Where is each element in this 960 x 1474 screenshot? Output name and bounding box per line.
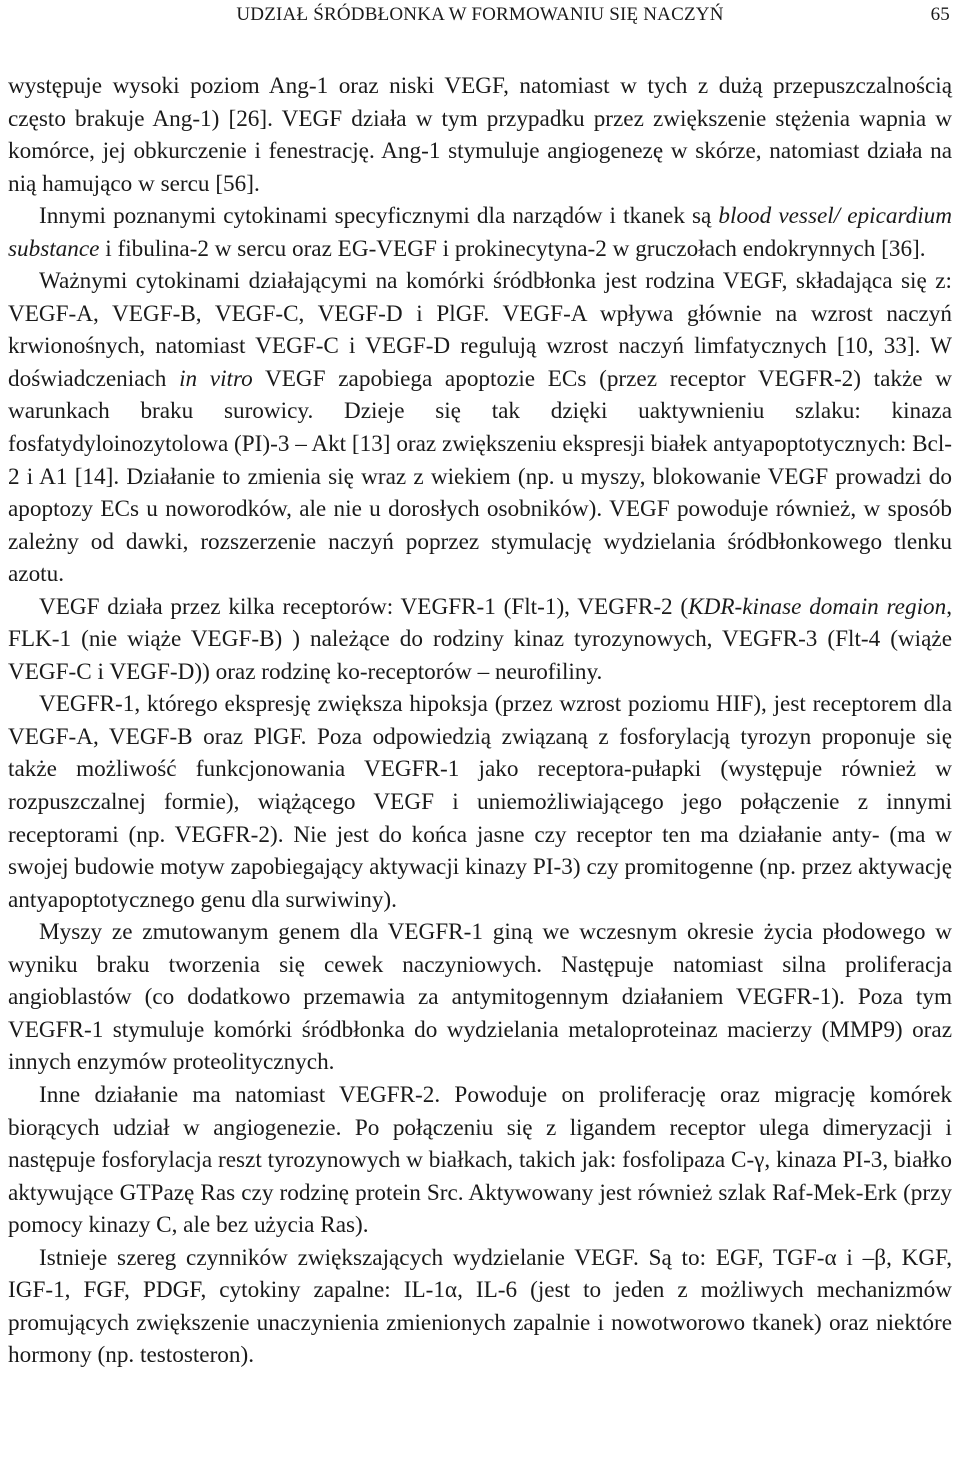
- paragraph: [8, 200, 952, 265]
- text-run: VEGFR-1, którego ekspresję zwiększa hipoksja (przez wzrost poziomu HIF), jest receptorem dla VEGF-A, VEGF-B oraz PlGF. Poza odpowiedzią związaną z fosforylacją tyrozyn proponuje się także możliwość funkcjonowania VEGFR-1 jako receptora-pułapki (występuje również w rozpuszczalnej formie), wiążącego VEGF i uniemożliwiającego jego połączenie z innymi receptorami (np. VEGFR-2). Nie jest do końca jasne czy receptor ten ma działanie anty- (ma w swojej budowie motyw zapobiegający aktywacji kinazy PI-3) czy promitogenne (np. przez aktywację antyapoptotycznego genu dla surwiwiny).: [8, 691, 952, 913]
- text-run: Innymi poznanymi cytokinami specyficznymi dla narządów i tkanek są: [39, 203, 719, 230]
- running-header: [8, 0, 952, 34]
- italic-run: KDR-kinase domain region: [688, 593, 947, 620]
- text-run: VEGF zapobiega apoptozie ECs (przez receptor VEGFR-2) także w warunkach braku surowicy. Dzieje się tak dzięki uaktywnieniu szlaku: kinaza fosfatydyloinozytolowa (PI)-3 – Akt [13] oraz zwiększeniu ekspresji białek antyapoptotycznych: Bcl-2 i A1 [14]. Działanie to zmienia się wraz z wiekiem (np. u myszy, blokowanie VEGF prowadzi do apoptozy ECs u noworodków, ale nie u dorosłych osobników). VEGF powoduje również, w sposób zależny od dawki, rozszerzenie naczyń poprzez stymulację wydzielania śródbłonkowego tlenku azotu.: [8, 365, 953, 588]
- paragraph: [8, 591, 952, 689]
- text-run: , FLK-1 (nie wiąże VEGF-B) ) należące do rodziny kinaz tyrozynowych, VEGFR-3 (Flt-4 (wiąże VEGF-C i VEGF-D)) oraz rodzinę ko-receptorów – neurofiliny.: [8, 593, 952, 685]
- text-run: Istnieje szereg czynników zwiększających wydzielanie VEGF. Są to: EGF, TGF-α i –β, KGF, IGF-1, FGF, PDGF, cytokiny zapalne: IL-1α, IL-6 (jest to jeden z możliwych mechanizmów promujących zwiększenie unaczynienia zmienionych zapalnie i nowotworowo tkanek) oraz niektóre hormony (np. testosteron).: [8, 1244, 952, 1369]
- text-run: i fibulina-2 w sercu oraz EG-VEGF i prokinecytyna-2 w gruczołach endokrynnych [36].: [99, 235, 926, 262]
- text-run: Ważnymi cytokinami działającymi na komórki śródbłonka jest rodzina VEGF, składająca się z: VEGF-A, VEGF-B, VEGF-C, VEGF-D i PlGF. VEGF-A wpływa głównie na wzrost naczyń krwionośnych, natomiast VEGF-C i VEGF-D regulują wzrost naczyń limfatycznych [10, 33]. W doświadczeniach: [8, 268, 952, 392]
- italic-run: blood vessel/ epicardium substance: [8, 203, 952, 262]
- running-title: UDZIAŁ ŚRÓDBŁONKA W FORMOWANIU SIĘ NACZYŃ: [236, 4, 724, 25]
- paragraph: [8, 1242, 952, 1372]
- paragraph: [8, 1079, 952, 1242]
- italic-run: in vitro: [179, 365, 253, 392]
- paragraph: [8, 916, 952, 1079]
- paragraph: [8, 70, 952, 200]
- text-run: występuje wysoki poziom Ang-1 oraz niski VEGF, natomiast w tych z dużą przepuszczalnością często brakuje Ang-1) [26]. VEGF działa w tym przypadku przez zwiększenie stężenia wapnia w komórce, jej obkurczenie i fenestrację. Ang-1 stymuluje angiogenezę w skórze, natomiast działa na nią hamująco w sercu [56].: [8, 73, 952, 197]
- body-text: [8, 70, 952, 1372]
- text-run: VEGF działa przez kilka receptorów: VEGFR-1 (Flt-1), VEGFR-2 (: [39, 593, 689, 620]
- page-number: 65: [930, 4, 950, 25]
- text-run: Myszy ze zmutowanym genem dla VEGFR-1 giną we wczesnym okresie życia płodowego w wyniku braku tworzenia się cewek naczyniowych. Następuje natomiast silna proliferacja angioblastów (co dodatkowo przemawia za antymitogennym działaniem VEGFR-1). Poza tym VEGFR-1 stymuluje komórki śródbłonka do wydzielania metaloproteinaz macierzy (MMP9) oraz innych enzymów proteolitycznych.: [8, 919, 952, 1076]
- paragraph: [8, 688, 952, 916]
- paragraph: [8, 265, 952, 590]
- document-page: [8, 0, 952, 1372]
- text-run: Inne działanie ma natomiast VEGFR-2. Powoduje on proliferację oraz migrację komórek biorących udział w angiogenezie. Po połączeniu się z ligandem receptor ulega dimeryzacji i następuje fosforylacja reszt tyrozynowych w białkach, takich jak: fosfolipaza C-γ, kinaza PI-3, białko aktywujące GTPazę Ras czy rodzinę protein Src. Aktywowany jest również szlak Raf-Mek-Erk (przy pomocy kinazy C, ale bez użycia Ras).: [8, 1081, 952, 1239]
